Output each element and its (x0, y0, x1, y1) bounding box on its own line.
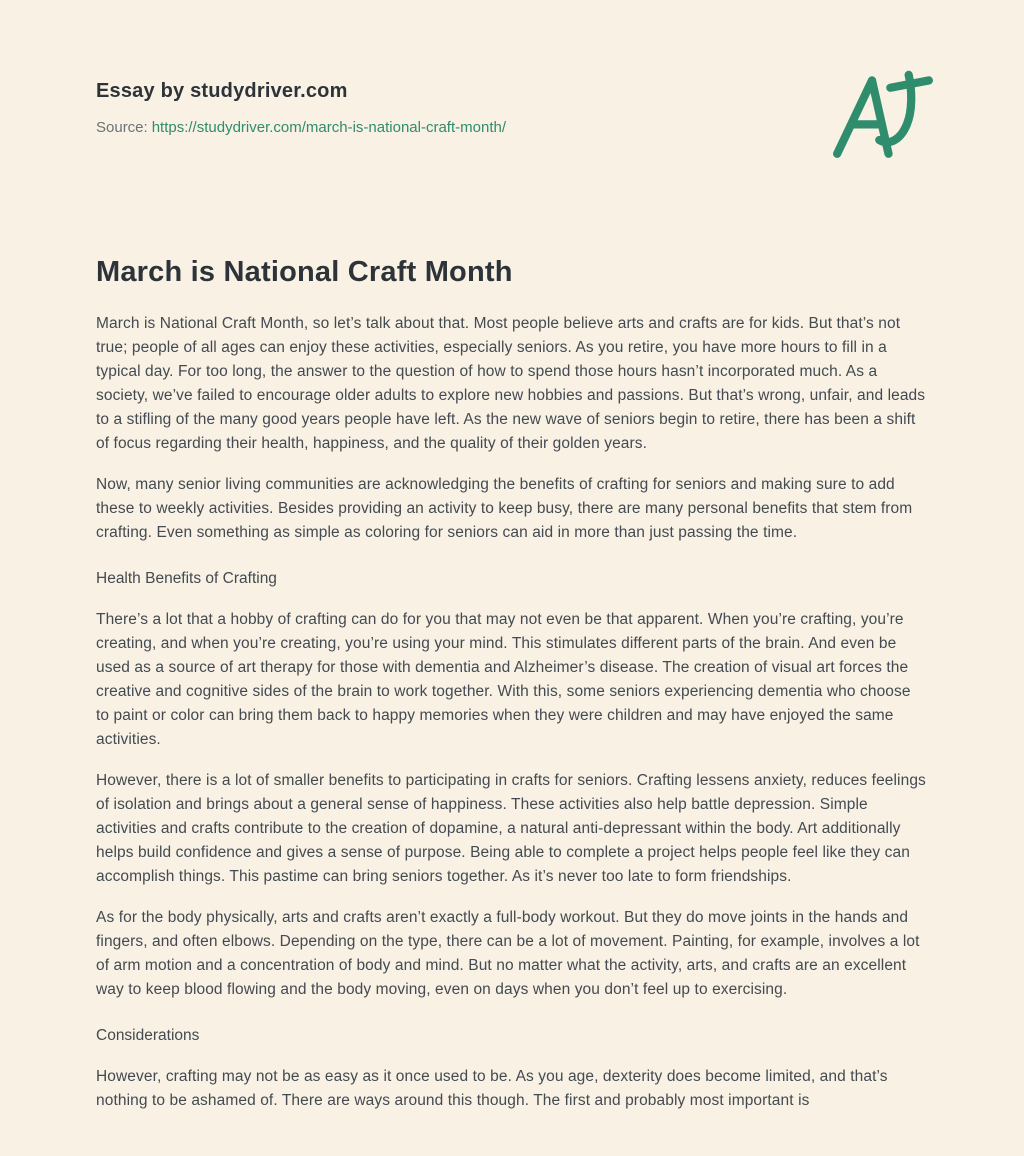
paragraph-3: There’s a lot that a hobby of crafting can do for you that may not even be that apparent. When you’re crafting, you’re creating, and when you’re creating, you’re using your mind. This stimulates different parts of the brain. And even be used as a source of art therapy for those with dementia and Alzheimer’s disease. The creation of visual art forces the creative and cognitive sides of the brain to work together. With this, some seniors experiencing dementia who choose to paint or color can bring them back to happy memories when they were children and may have enjoyed the same activities. (96, 611, 911, 748)
byline: Essay by studydriver.com (96, 80, 348, 102)
section-heading-health-benefits: Health Benefits of Crafting (96, 570, 277, 587)
source-line (96, 119, 736, 136)
paragraph-1: March is National Craft Month, so let’s talk about that. Most people believe arts and crafts are for kids. But that’s not true; people of all ages can enjoy these activities, especially seniors. As you retire, you have more hours to fill in a typical day. For too long, the answer to the question of how to spend those hours hasn’t incorporated much. As a society, we’ve failed to encourage older adults to explore new hobbies and passions. But that’s wrong, unfair, and leads to a stifling of the many good years people have left. As the new wave of seniors begin to retire, there has been a shift of focus regarding their health, happiness, and the quality of their golden years. (96, 315, 926, 452)
document-header (96, 80, 736, 136)
studydriver-logo-icon (828, 66, 938, 170)
paragraph-6: However, crafting may not be as easy as it once used to be. As you age, dexterity does become limited, and that’s nothing to be ashamed of. There are ways around this though. The first and probably most important is (96, 1068, 888, 1109)
source-url-link[interactable]: https://studydriver.com/march-is-national-craft-month/ (151, 119, 506, 136)
source-label: Source: (96, 119, 148, 136)
studydriver-logo (828, 66, 938, 170)
paragraph-4: However, there is a lot of smaller benefits to participating in crafts for seniors. Crafting lessens anxiety, reduces feelings of isolation and brings about a general sense of happiness. These activities also help battle depression. Simple activities and crafts contribute to the creation of dopamine, a natural anti-depressant within the body. Art additionally helps build confidence and gives a sense of purpose. Being able to complete a project helps people feel like they can accomplish things. This pastime can bring seniors together. As it’s never too late to form friendships. (96, 772, 926, 885)
paragraph-2: Now, many senior living communities are acknowledging the benefits of crafting for seniors and making sure to add these to weekly activities. Besides providing an activity to keep busy, there are many personal benefits that stem from crafting. Even something as simple as coloring for seniors can aid in more than just passing the time. (96, 476, 913, 541)
essay-title: March is National Craft Month (96, 256, 513, 288)
paragraph-5: As for the body physically, arts and crafts aren’t exactly a full-body workout. But they do move joints in the hands and fingers, and often elbows. Depending on the type, there can be a lot of movement. Painting, for example, involves a lot of arm motion and a concentration of body and mind. But no matter what the activity, arts, and crafts are an excellent way to keep blood flowing and the body moving, even on days when you don’t feel up to exercising. (96, 909, 920, 998)
section-heading-considerations: Considerations (96, 1027, 200, 1044)
